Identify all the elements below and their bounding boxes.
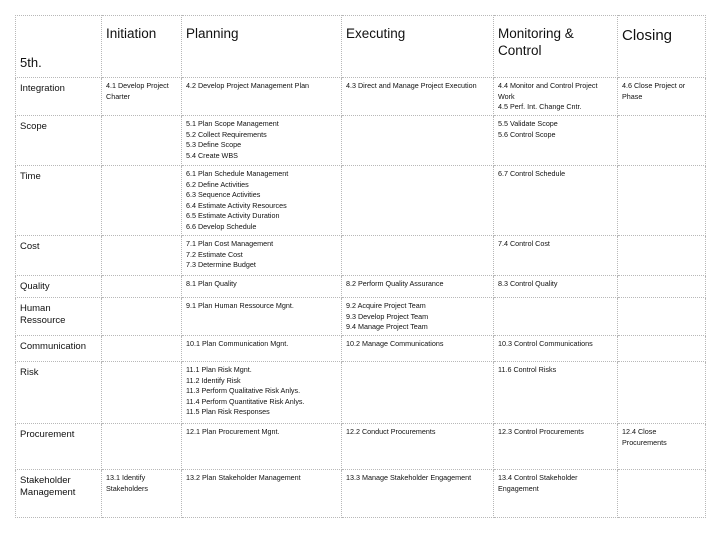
- table-row: [16, 470, 706, 518]
- phase-header-monitoring-control: Monitoring & Control: [494, 16, 618, 78]
- table-row: [16, 166, 706, 236]
- process-cell: 11.6 Control Risks: [494, 362, 618, 424]
- process-cell: [102, 424, 182, 470]
- edition-label: 5th.: [16, 16, 102, 78]
- phase-header-executing: Executing: [342, 16, 494, 78]
- knowledge-area-label: Cost: [16, 236, 102, 276]
- process-cell: [618, 116, 706, 166]
- process-cell: 12.4 Close Procurements: [618, 424, 706, 470]
- knowledge-area-label: Procurement: [16, 424, 102, 470]
- table-row: [16, 424, 706, 470]
- process-cell: [342, 236, 494, 276]
- process-cell: [618, 362, 706, 424]
- process-cell: 8.2 Perform Quality Assurance: [342, 276, 494, 298]
- process-cell: 8.3 Control Quality: [494, 276, 618, 298]
- process-cell: [618, 166, 706, 236]
- knowledge-area-label: Scope: [16, 116, 102, 166]
- process-cell: [342, 166, 494, 236]
- knowledge-area-label: Communication: [16, 336, 102, 362]
- process-cell: 4.3 Direct and Manage Project Execution: [342, 78, 494, 116]
- process-cell: 10.2 Manage Communications: [342, 336, 494, 362]
- knowledge-area-label: Time: [16, 166, 102, 236]
- process-group-table: [15, 15, 706, 518]
- table-row: [16, 336, 706, 362]
- process-cell: 4.4 Monitor and Control Project Work 4.5 Perf. Int. Change Cntr.: [494, 78, 618, 116]
- process-cell: 6.1 Plan Schedule Management 6.2 Define Activities 6.3 Sequence Activities 6.4 Estimate Activity Resources 6.5 Estimate Activity Duration 6.6 Develop Schedule: [182, 166, 342, 236]
- process-cell: 5.5 Validate Scope 5.6 Control Scope: [494, 116, 618, 166]
- knowledge-area-label: Quality: [16, 276, 102, 298]
- process-cell: [102, 116, 182, 166]
- table-row: [16, 116, 706, 166]
- process-cell: 9.2 Acquire Project Team 9.3 Develop Project Team 9.4 Manage Project Team: [342, 298, 494, 336]
- process-cell: [618, 298, 706, 336]
- process-cell: 9.1 Plan Human Ressource Mgnt.: [182, 298, 342, 336]
- table-row: [16, 236, 706, 276]
- process-cell: 12.1 Plan Procurement Mgnt.: [182, 424, 342, 470]
- table-row: [16, 276, 706, 298]
- table-row: [16, 298, 706, 336]
- process-cell: 12.3 Control Procurements: [494, 424, 618, 470]
- table-row: [16, 362, 706, 424]
- process-cell: 4.2 Develop Project Management Plan: [182, 78, 342, 116]
- process-cell: 5.1 Plan Scope Management 5.2 Collect Requirements 5.3 Define Scope 5.4 Create WBS: [182, 116, 342, 166]
- table-row: [16, 78, 706, 116]
- process-cell: [102, 276, 182, 298]
- header-row: [16, 16, 706, 78]
- process-cell: 7.1 Plan Cost Management 7.2 Estimate Cost 7.3 Determine Budget: [182, 236, 342, 276]
- process-cell: 4.1 Develop Project Charter: [102, 78, 182, 116]
- process-cell: 4.6 Close Project or Phase: [618, 78, 706, 116]
- knowledge-area-label: Stakeholder Management: [16, 470, 102, 518]
- process-cell: 12.2 Conduct Procurements: [342, 424, 494, 470]
- process-cell: [494, 298, 618, 336]
- process-cell: 13.3 Manage Stakeholder Engagement: [342, 470, 494, 518]
- knowledge-area-label: Risk: [16, 362, 102, 424]
- process-cell: 13.4 Control Stakeholder Engagement: [494, 470, 618, 518]
- process-cell: [102, 236, 182, 276]
- process-cell: [618, 470, 706, 518]
- process-cell: [102, 298, 182, 336]
- process-cell: [102, 336, 182, 362]
- process-cell: [618, 336, 706, 362]
- knowledge-area-label: Human Ressource: [16, 298, 102, 336]
- phase-header-initiation: Initiation: [102, 16, 182, 78]
- process-cell: 13.1 Identify Stakeholders: [102, 470, 182, 518]
- process-cell: [342, 116, 494, 166]
- process-cell: 10.1 Plan Communication Mgnt.: [182, 336, 342, 362]
- process-cell: [618, 236, 706, 276]
- process-cell: 13.2 Plan Stakeholder Management: [182, 470, 342, 518]
- phase-header-planning: Planning: [182, 16, 342, 78]
- process-cell: 6.7 Control Schedule: [494, 166, 618, 236]
- process-cell: 10.3 Control Communications: [494, 336, 618, 362]
- process-cell: 7.4 Control Cost: [494, 236, 618, 276]
- process-cell: 8.1 Plan Quality: [182, 276, 342, 298]
- process-cell: [102, 166, 182, 236]
- process-cell: 11.1 Plan Risk Mgnt. 11.2 Identify Risk 11.3 Perform Qualitative Risk Anlys. 11.4 Perform Quantitative Risk Anlys. 11.5 Plan Risk Responses: [182, 362, 342, 424]
- phase-header-closing: Closing: [618, 16, 706, 78]
- knowledge-area-label: Integration: [16, 78, 102, 116]
- process-cell: [618, 276, 706, 298]
- process-cell: [102, 362, 182, 424]
- process-cell: [342, 362, 494, 424]
